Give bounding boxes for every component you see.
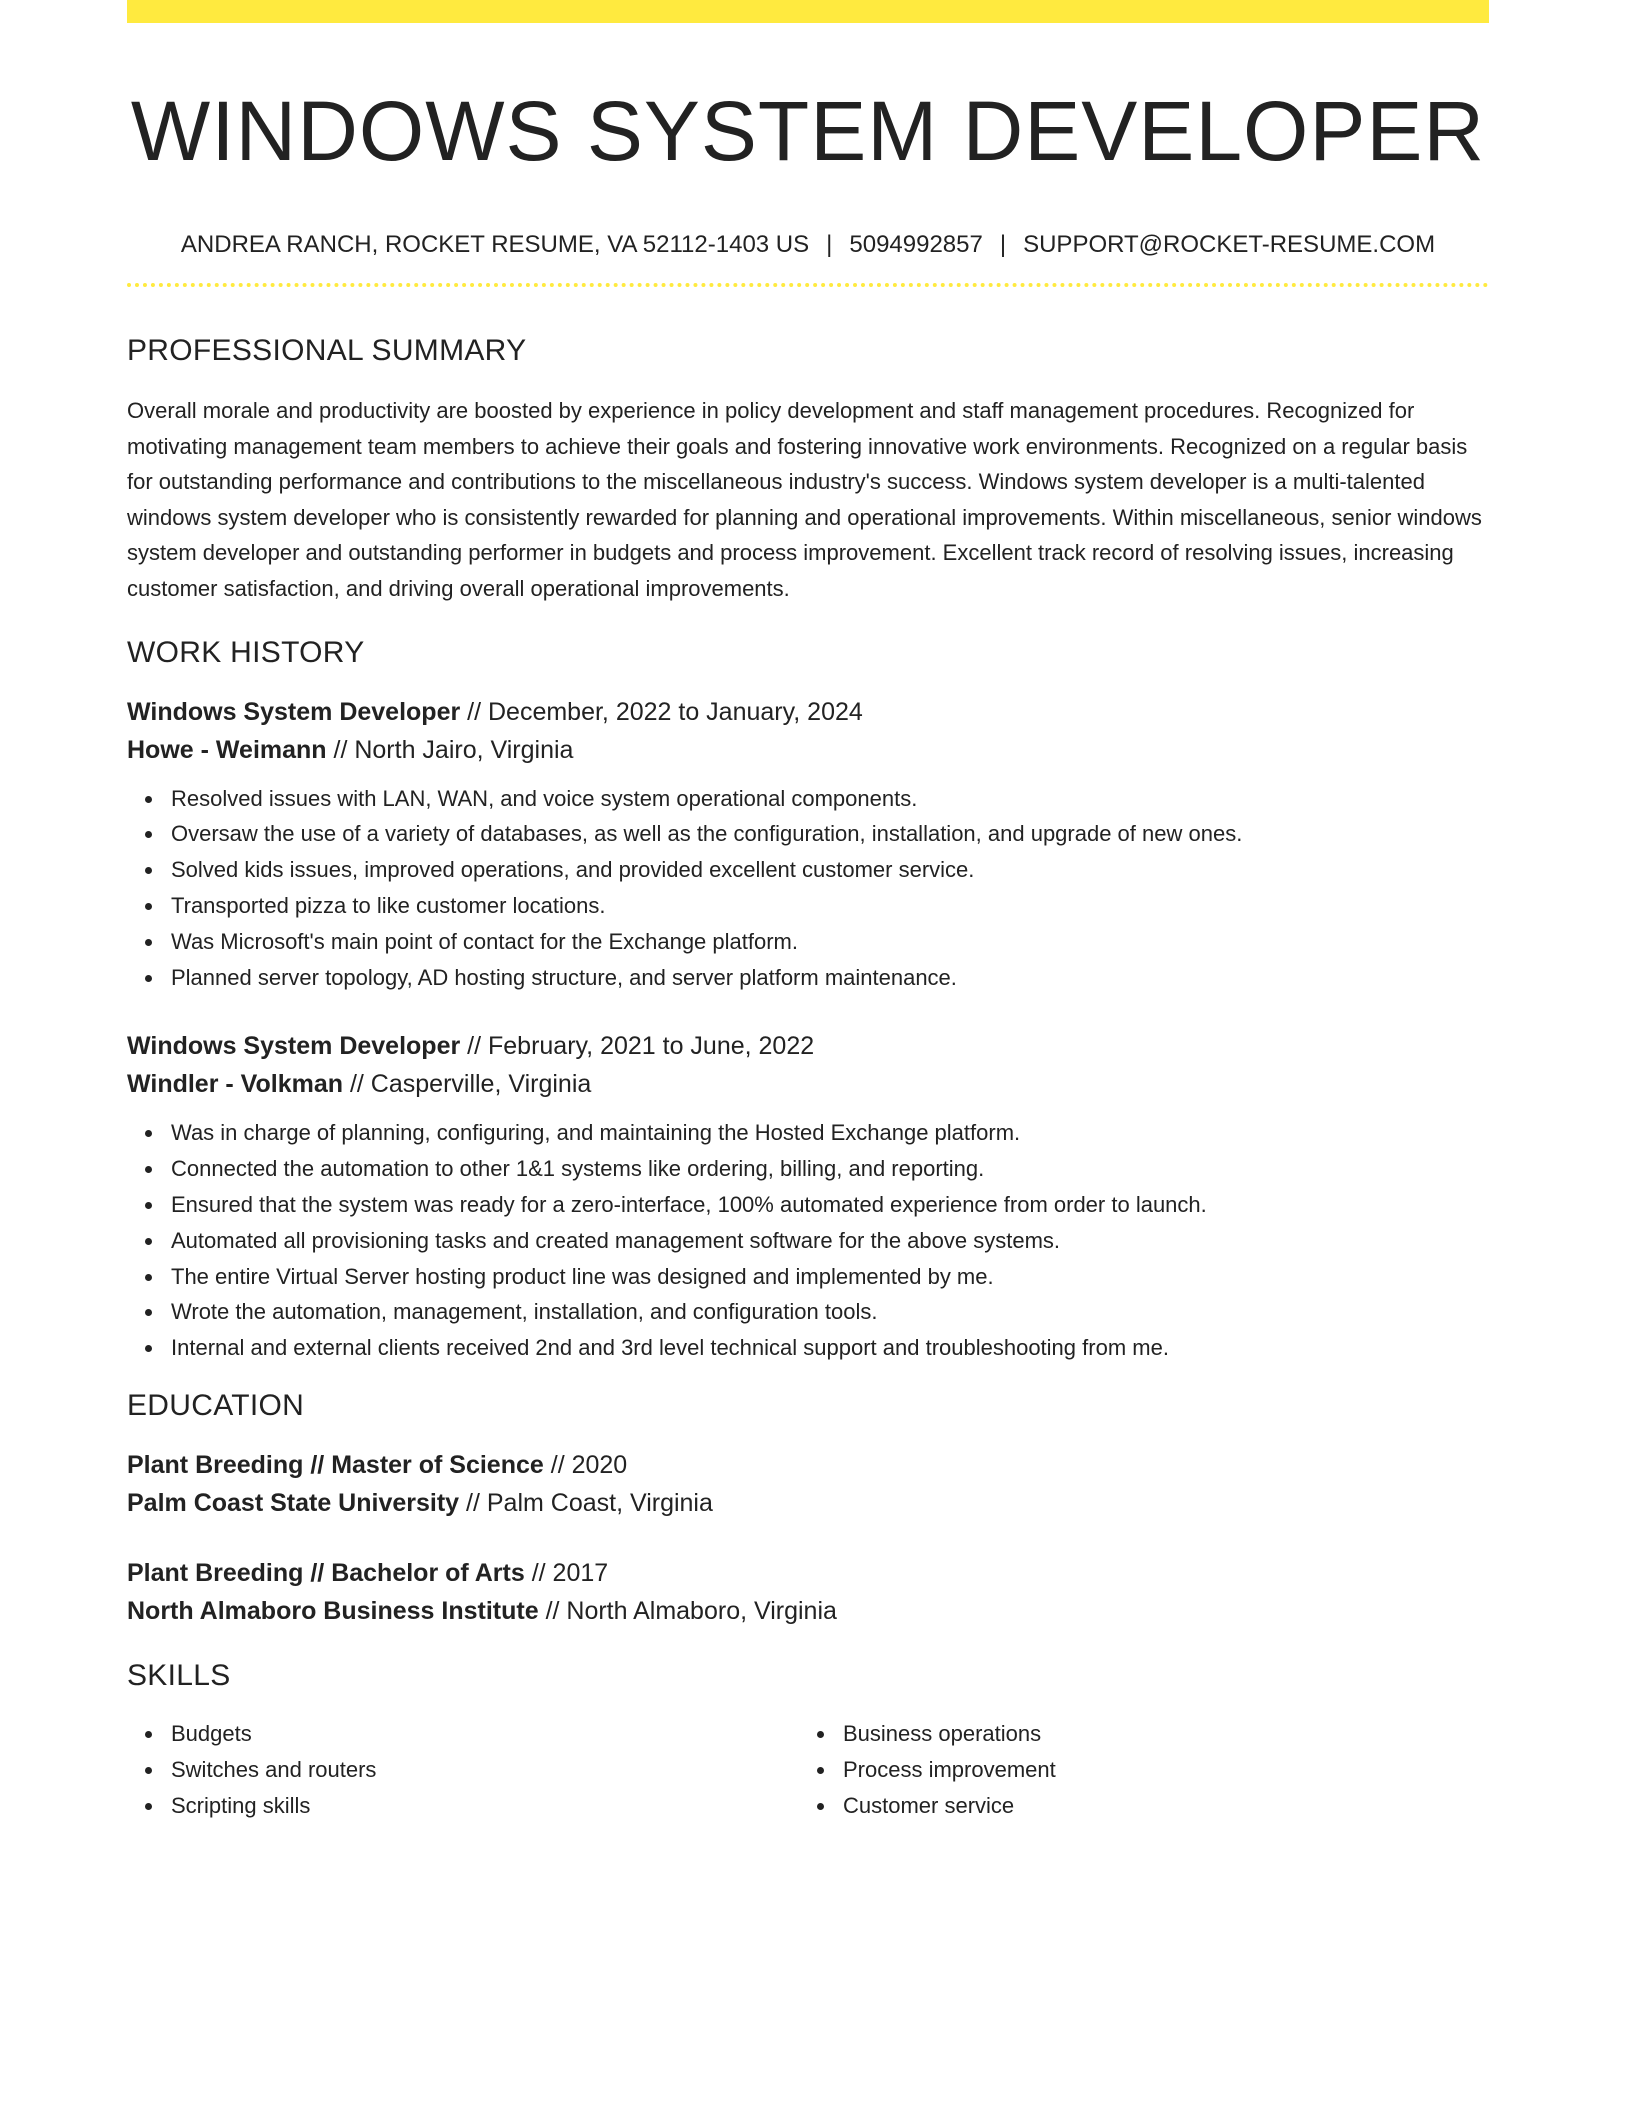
skill-item: Scripting skills — [171, 1788, 799, 1824]
contact-separator: | — [826, 231, 833, 258]
job-bullet-list — [127, 1115, 1489, 1366]
contact-email: SUPPORT@ROCKET-RESUME.COM — [1023, 231, 1436, 258]
job-bullet: Internal and external clients received 2nd and 3rd level technical support and troubleshooting from me. — [171, 1330, 1489, 1366]
job-bullet: Was Microsoft's main point of contact for the Exchange platform. — [171, 924, 1489, 960]
education-location: // Palm Coast, Virginia — [466, 1488, 713, 1517]
job-entry — [127, 693, 1489, 996]
education-degree: Plant Breeding // Bachelor of Arts — [127, 1558, 525, 1587]
education-heading: EDUCATION — [127, 1388, 305, 1422]
education-school-line — [127, 1484, 1489, 1522]
job-title-line — [127, 693, 1489, 731]
education-degree-line — [127, 1446, 1489, 1484]
job-dates: // February, 2021 to June, 2022 — [467, 1032, 815, 1061]
education-school-line — [127, 1592, 1489, 1630]
job-location: // Casperville, Virginia — [349, 1070, 592, 1099]
work-history-heading: WORK HISTORY — [127, 635, 365, 669]
job-bullet: Planned server topology, AD hosting structure, and server platform maintenance. — [171, 960, 1489, 996]
skills-grid — [127, 1716, 1489, 1823]
job-bullet: Was in charge of planning, configuring, and maintaining the Hosted Exchange platform. — [171, 1115, 1489, 1151]
contact-address: ANDREA RANCH, ROCKET RESUME, VA 52112-1403 US — [180, 231, 810, 258]
top-accent-bar — [127, 0, 1489, 23]
education-degree-line — [127, 1554, 1489, 1592]
job-company-line — [127, 1065, 1489, 1103]
skills-list — [799, 1716, 1471, 1823]
skill-item: Budgets — [171, 1716, 799, 1752]
job-bullet: Transported pizza to like customer locations. — [171, 888, 1489, 924]
job-entry — [127, 1027, 1489, 1366]
job-company: Howe - Weimann — [127, 735, 327, 764]
skills-column-left — [127, 1716, 799, 1823]
job-bullet: Automated all provisioning tasks and created management software for the above systems. — [171, 1223, 1489, 1259]
education-year: // 2020 — [550, 1450, 628, 1479]
contact-phone: 5094992857 — [849, 231, 983, 258]
job-bullet: Ensured that the system was ready for a zero-interface, 100% automated experience from order to launch. — [171, 1187, 1489, 1223]
education-location: // North Almaboro, Virginia — [545, 1596, 837, 1625]
skills-list — [127, 1716, 799, 1823]
education-school: Palm Coast State University — [127, 1488, 460, 1517]
resume-page — [127, 0, 1489, 1823]
job-title-line — [127, 1027, 1489, 1065]
job-bullet: The entire Virtual Server hosting product line was designed and implemented by me. — [171, 1259, 1489, 1295]
education-degree: Plant Breeding // Master of Science — [127, 1450, 544, 1479]
job-bullet: Solved kids issues, improved operations, and provided excellent customer service. — [171, 852, 1489, 888]
job-role: Windows System Developer — [127, 697, 461, 726]
education-entry — [127, 1446, 1489, 1522]
job-location: // North Jairo, Virginia — [333, 735, 574, 764]
skill-item: Process improvement — [843, 1752, 1471, 1788]
resume-title: WINDOWS SYSTEM DEVELOPER — [130, 84, 1486, 178]
dotted-divider — [127, 283, 1489, 287]
job-bullet: Wrote the automation, management, installation, and configuration tools. — [171, 1294, 1489, 1330]
job-company: Windler - Volkman — [127, 1070, 344, 1099]
job-bullet: Oversaw the use of a variety of databases, as well as the configuration, installation, and upgrade of new ones. — [171, 816, 1489, 852]
skill-item: Switches and routers — [171, 1752, 799, 1788]
summary-heading: PROFESSIONAL SUMMARY — [127, 334, 527, 367]
contact-separator: | — [999, 231, 1007, 258]
job-bullet: Resolved issues with LAN, WAN, and voice system operational components. — [171, 781, 1489, 817]
skill-item: Business operations — [843, 1716, 1471, 1752]
job-bullet-list — [127, 781, 1489, 996]
education-school: North Almaboro Business Institute — [127, 1596, 539, 1625]
skill-item: Customer service — [843, 1788, 1471, 1824]
contact-line — [127, 229, 1489, 261]
job-role: Windows System Developer — [127, 1032, 461, 1061]
job-dates: // December, 2022 to January, 2024 — [467, 697, 863, 726]
summary-text: Overall morale and productivity are boosted by experience in policy development and staff management procedures. Recognized for motivating management team members to achieve their goals and fostering innovative work environments. Recognized on a regular basis for outstanding performance and contributions to the miscellaneous industry's success. Windows system developer is a multi-talented windows system developer who is consistently rewarded for planning and operational improvements. Within miscellaneous, senior windows system developer and outstanding performer in budgets and process improvement. Excellent track record of resolving issues, increasing customer satisfaction, and driving overall operational improvements. — [127, 398, 1482, 601]
job-bullet: Connected the automation to other 1&1 systems like ordering, billing, and reporting. — [171, 1151, 1489, 1187]
skills-column-right — [799, 1716, 1471, 1823]
education-entry — [127, 1554, 1489, 1630]
job-company-line — [127, 731, 1489, 769]
skills-heading: SKILLS — [127, 1658, 231, 1692]
education-year: // 2017 — [531, 1558, 609, 1587]
